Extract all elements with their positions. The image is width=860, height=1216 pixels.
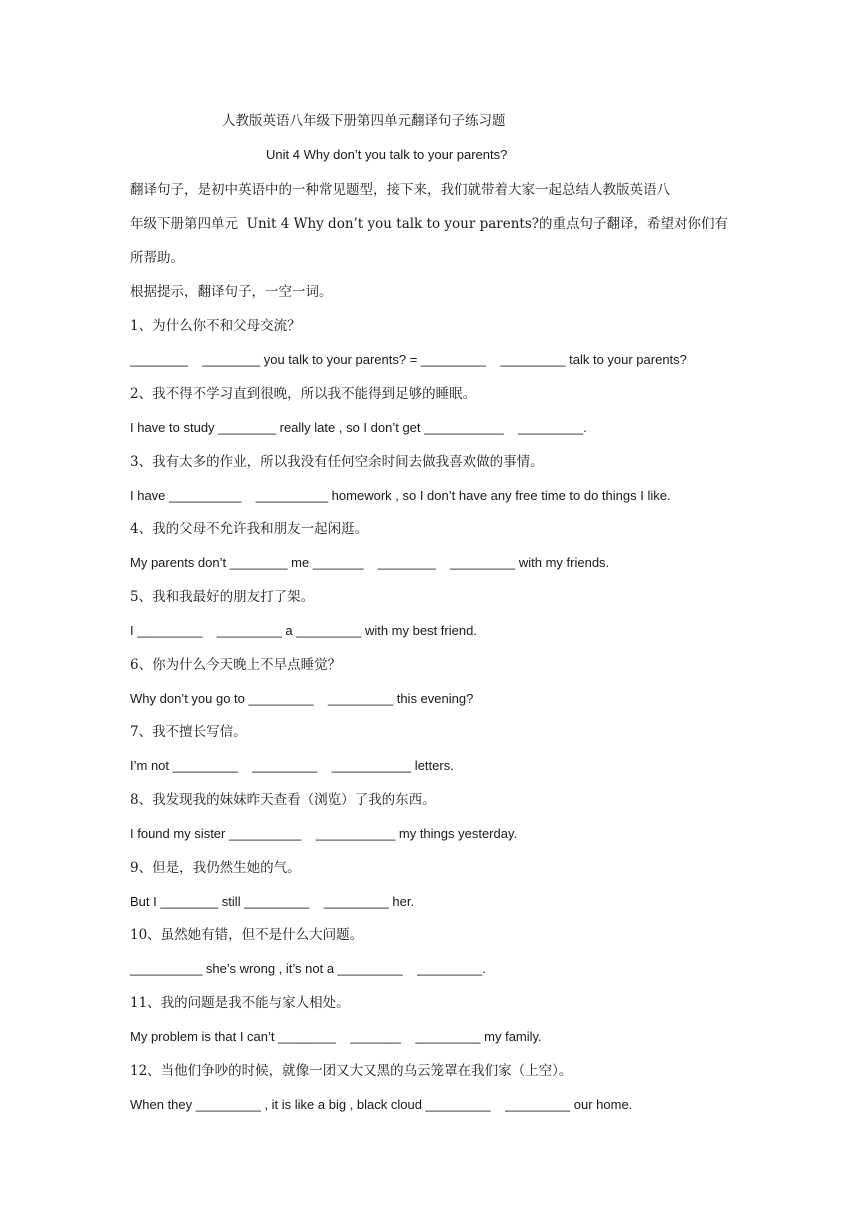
question-4-chinese: 4、我的父母不允许我和朋友一起闲逛。 (130, 521, 369, 537)
question-3-english: I have __________ __________ homework , so I don’t have any free time to do things I like. (130, 488, 671, 503)
question-9-chinese: 9、但是，我仍然生她的气。 (130, 860, 301, 876)
page-title: 人教版英语八年级下册第四单元翻译句子练习题 (222, 113, 506, 129)
question-5-chinese: 5、我和我最好的朋友打了架。 (130, 589, 315, 605)
question-7-english: I’m not _________ _________ ___________ letters. (130, 758, 454, 773)
intro-line-3: 所帮助。 (130, 250, 184, 266)
question-6-chinese: 6、你为什么今天晚上不早点睡觉？ (130, 657, 342, 673)
question-2-chinese: 2、我不得不学习直到很晚，所以我不能得到足够的睡眠。 (130, 386, 477, 402)
question-1-english: ________ ________ you talk to your parents? = _________ _________ talk to your parents? (130, 352, 687, 367)
question-5-english: I _________ _________ a _________ with my best friend. (130, 623, 477, 638)
question-4-english: My parents don’t ________ me _______ ________ _________ with my friends. (130, 555, 610, 570)
question-10-english: __________ she’s wrong , it’s not a _________ _________. (130, 961, 486, 976)
question-10-chinese: 10、虽然她有错，但不是什么大问题。 (130, 927, 364, 943)
intro-line-1: 翻译句子，是初中英语中的一种常见题型，接下来，我们就带着大家一起总结人教版英语八 (130, 182, 670, 198)
question-12-english: When they _________ , it is like a big , black cloud _________ _________ our home. (130, 1097, 633, 1112)
question-2-english: I have to study ________ really late , so I don’t get ___________ _________. (130, 420, 587, 435)
question-9-english: But I ________ still _________ _________ her. (130, 894, 415, 909)
question-12-chinese: 12、当他们争吵的时候，就像一团又大又黑的乌云笼罩在我们家（上空）。 (130, 1063, 573, 1079)
question-3-chinese: 3、我有太多的作业，所以我没有任何空余时间去做我喜欢做的事情。 (130, 454, 544, 470)
instruction-line: 根据提示，翻译句子，一空一词。 (130, 284, 333, 300)
question-6-english: Why don’t you go to _________ _________ this evening? (130, 691, 474, 706)
question-8-english: I found my sister __________ ___________ my things yesterday. (130, 826, 518, 841)
question-11-chinese: 11、我的问题是我不能与家人相处。 (130, 995, 350, 1011)
page-subtitle: Unit 4 Why don’t you talk to your parents? (266, 147, 508, 162)
question-8-chinese: 8、我发现我的妹妹昨天查看（浏览）了我的东西。 (130, 792, 436, 808)
question-7-chinese: 7、我不擅长写信。 (130, 724, 247, 740)
question-1-chinese: 1、为什么你不和父母交流？ (130, 318, 301, 334)
question-11-english: My problem is that I can’t ________ _______ _________ my family. (130, 1029, 542, 1044)
intro-line-2: 年级下册第四单元 Unit 4 Why don’t you talk to your parents?的重点句子翻译，希望对你们有 (130, 216, 728, 232)
